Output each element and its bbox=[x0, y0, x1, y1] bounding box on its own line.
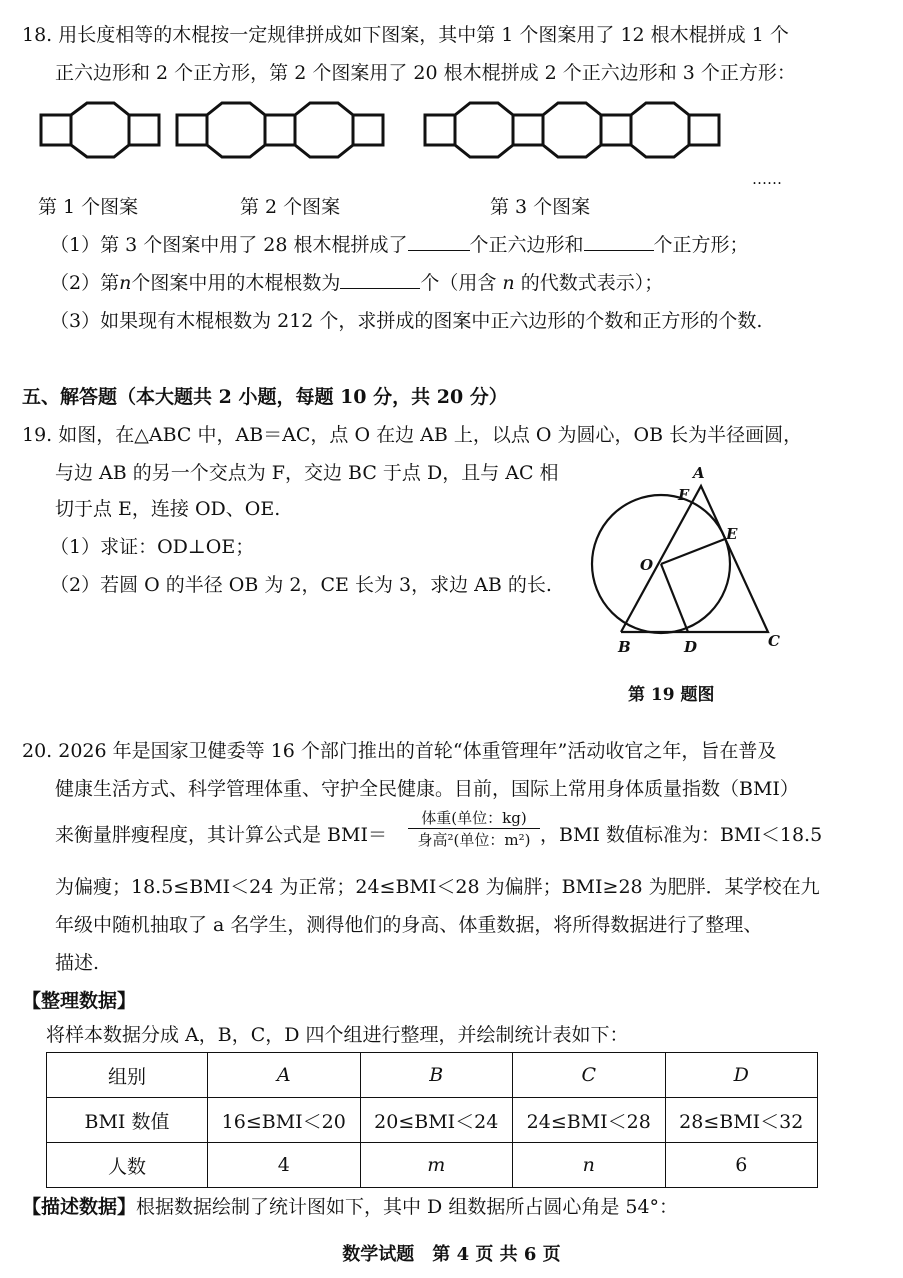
q18-part2-blank-sticks[interactable] bbox=[340, 270, 420, 289]
q18-part1-text-c: 个正方形； bbox=[653, 234, 749, 256]
q19-line2: 与边 AB 的另一个交点为 F，交边 BC 于点 D，且与 AC 相 bbox=[55, 462, 559, 484]
table-cell: 6 bbox=[665, 1143, 818, 1188]
pattern-1-label: 第 1 个图案 bbox=[38, 196, 139, 218]
table-row-header: 人数 bbox=[47, 1143, 208, 1188]
q20-line3-b: ，BMI 数值标准为：BMI＜18.5 bbox=[540, 824, 823, 846]
point-a-label: A bbox=[693, 464, 705, 482]
q18-part2-text-e: 的代数式表示）； bbox=[520, 272, 664, 294]
bmi-formula-fraction bbox=[408, 808, 540, 851]
q18-part2-text-c: 个（用含 bbox=[420, 272, 497, 294]
bmi-statistics-table bbox=[46, 1052, 818, 1188]
q18-stem-line2: 正六边形和 2 个正方形，第 2 个图案用了 20 根木棍拼成 2 个正六边形和 3 个正方形： bbox=[55, 62, 796, 84]
table-cell: B bbox=[360, 1053, 513, 1098]
pattern-2-figure bbox=[177, 103, 383, 157]
table-cell: C bbox=[513, 1053, 666, 1098]
q18-part2 bbox=[50, 270, 663, 296]
q18-part1-blank-hexagons[interactable] bbox=[408, 232, 470, 251]
pattern-1-figure bbox=[41, 103, 159, 157]
q18-part1-text-b: 个正六边形和 bbox=[469, 234, 584, 256]
q20-line3-a: 来衡量胖瘦程度，其计算公式是 BMI＝ bbox=[55, 824, 387, 846]
point-e-label: E bbox=[726, 525, 738, 543]
pattern-2-label: 第 2 个图案 bbox=[240, 196, 341, 218]
pattern-ellipsis: …… bbox=[752, 170, 782, 188]
q18-part2-text-b: 个图案中用的木棍根数为 bbox=[131, 272, 341, 294]
q19-line3: 切于点 E，连接 OD、OE. bbox=[55, 498, 281, 520]
q18-part2-var-n2: n bbox=[502, 272, 515, 294]
q18-part3: （3）如果现有木棍根数为 212 个，求拼成的图案中正六边形的个数和正方形的个数. bbox=[50, 310, 763, 332]
q20-line4: 为偏瘦；18.5≤BMI＜24 为正常；24≤BMI＜28 为偏胖；BMI≥28 为肥胖．某学校在九 bbox=[55, 876, 820, 898]
q18-part1-text-a: （1）第 3 个图案中用了 28 根木棍拼成了 bbox=[50, 234, 408, 256]
point-f-label: F bbox=[678, 486, 689, 504]
table-cell: D bbox=[665, 1053, 818, 1098]
page-footer: 数学试题 第 4 页 共 6 页 bbox=[342, 1244, 561, 1265]
q19-part2: （2）若圆 O 的半径 OB 为 2，CE 长为 3，求边 AB 的长. bbox=[50, 574, 552, 596]
organize-data-text: 将样本数据分成 A，B，C，D 四个组进行整理，并绘制统计表如下： bbox=[46, 1024, 629, 1046]
table-cell: n bbox=[513, 1143, 666, 1188]
q19-part1: （1）求证：OD⊥OE； bbox=[50, 536, 255, 558]
describe-data bbox=[22, 1194, 678, 1220]
table-cell: 28≤BMI＜32 bbox=[665, 1098, 818, 1143]
describe-data-heading: 【描述数据】 bbox=[22, 1196, 137, 1218]
describe-data-text: 根据数据绘制了统计图如下，其中 D 组数据所占圆心角是 54°： bbox=[136, 1196, 679, 1218]
q18-part1 bbox=[50, 232, 749, 258]
q19-geometry-figure bbox=[580, 460, 820, 690]
pattern-3-label: 第 3 个图案 bbox=[490, 196, 591, 218]
bmi-formula-denominator: 身高²(单位：m²) bbox=[408, 828, 540, 851]
q20-line2: 健康生活方式、科学管理体重、守护全民健康。目前，国际上常用身体质量指数（BMI） bbox=[55, 778, 799, 800]
bmi-formula-numerator: 体重(单位：kg) bbox=[421, 809, 527, 827]
table-row-header: 组别 bbox=[47, 1053, 208, 1098]
table-cell: m bbox=[360, 1143, 513, 1188]
table-cell: 24≤BMI＜28 bbox=[513, 1098, 666, 1143]
point-d-label: D bbox=[684, 638, 698, 656]
table-row-header: BMI 数值 bbox=[47, 1098, 208, 1143]
q18-part2-text-a: （2）第 bbox=[50, 272, 120, 294]
q18-part1-blank-squares[interactable] bbox=[584, 232, 654, 251]
segment-od bbox=[661, 564, 688, 632]
table-cell: 16≤BMI＜20 bbox=[208, 1098, 361, 1143]
point-c-label: C bbox=[768, 632, 780, 650]
q18-part2-var-n: n bbox=[119, 272, 132, 294]
q20-line6: 描述. bbox=[55, 952, 100, 974]
table-cell: A bbox=[208, 1053, 361, 1098]
table-row bbox=[47, 1053, 818, 1098]
table-row bbox=[47, 1143, 818, 1188]
point-o-label: O bbox=[640, 556, 654, 574]
q20-line1: 20. 2026 年是国家卫健委等 16 个部门推出的首轮“体重管理年”活动收官之年，旨在普及 bbox=[22, 740, 777, 762]
q19-figure-caption: 第 19 题图 bbox=[628, 685, 715, 705]
organize-data-heading: 【整理数据】 bbox=[22, 990, 137, 1012]
q18-stem-line1: 18. 用长度相等的木棍按一定规律拼成如下图案，其中第 1 个图案用了 12 根木棍拼成 1 个 bbox=[22, 24, 789, 46]
q20-line5: 年级中随机抽取了 a 名学生，测得他们的身高、体重数据，将所得数据进行了整理、 bbox=[55, 914, 763, 936]
point-b-label: B bbox=[618, 638, 631, 656]
table-cell: 4 bbox=[208, 1143, 361, 1188]
q19-line1: 19. 如图，在△ABC 中，AB＝AC，点 O 在边 AB 上，以点 O 为圆心，OB 长为半径画圆， bbox=[22, 424, 803, 446]
table-row bbox=[47, 1098, 818, 1143]
pattern-3-figure bbox=[425, 103, 719, 157]
table-cell: 20≤BMI＜24 bbox=[360, 1098, 513, 1143]
section-5-heading: 五、解答题（本大题共 2 小题，每题 10 分，共 20 分） bbox=[22, 386, 508, 408]
